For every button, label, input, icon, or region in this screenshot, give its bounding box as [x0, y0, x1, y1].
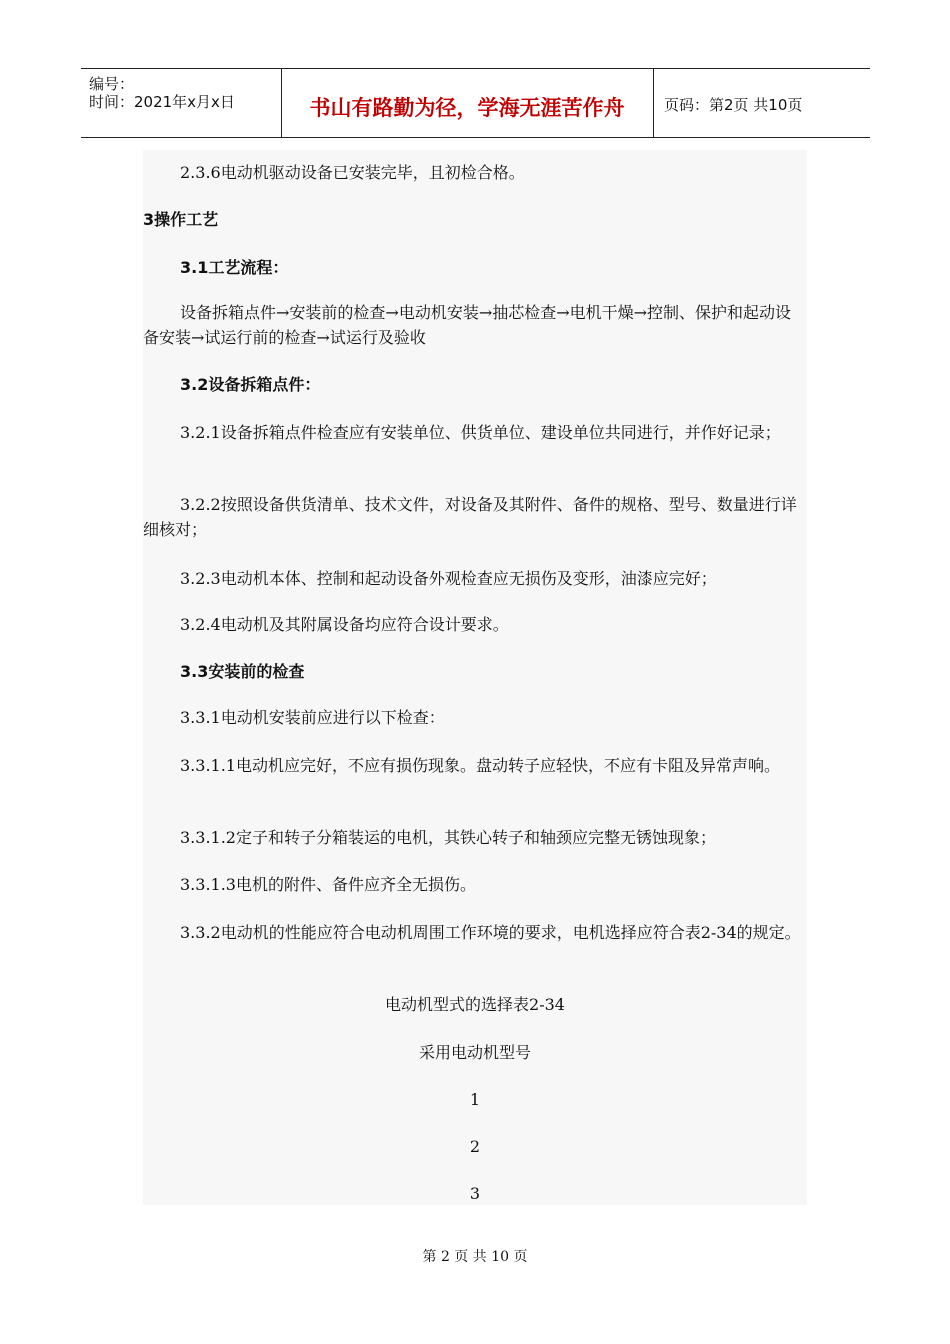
table-caption: 电动机型式的选择表2-34 — [385, 995, 565, 1014]
table-row: 2 — [469, 1137, 481, 1156]
heading-3-3: 3.3安装前的检查 — [180, 662, 305, 681]
page-footer: 第 2 页 共 10 页 — [422, 1249, 528, 1265]
heading-3-1: 3.1工艺流程： — [180, 258, 289, 277]
paragraph-3-2-4: 3.2.4电动机及其附属设备均应符合设计要求。 — [180, 615, 509, 634]
paragraph-3-3-1-2: 3.3.1.2定子和转子分箱装运的电机，其铁心转子和轴颈应完整无锈蚀现象； — [180, 828, 716, 847]
paragraph-3-3-1-1: 3.3.1.1电动机应完好，不应有损伤现象。盘动转子应轻快，不应有卡阻及异常声响。 — [180, 756, 780, 775]
process-flow: 设备拆箱点件→安装前的检查→电动机安装→抽芯检查→电机干燥→控制、保护和起动设备安装→试运行前的检查→试运行及验收 — [143, 303, 792, 347]
paragraph-3-3-1-3: 3.3.1.3电机的附件、备件应齐全无损伤。 — [180, 875, 476, 894]
doc-number-label: 编号： — [89, 75, 135, 93]
heading-3: 3操作工艺 — [143, 210, 219, 229]
header-motto-cell — [281, 69, 654, 137]
paragraph-3-3-1: 3.3.1电动机安装前应进行以下检查： — [180, 708, 445, 727]
header-page-info: 页码：第2页 共10页 — [664, 96, 803, 114]
paragraph-3-2-3: 3.2.3电动机本体、控制和起动设备外观检查应无损伤及变形，油漆应完好； — [180, 569, 717, 588]
paragraph-3-2-1: 3.2.1设备拆箱点件检查应有安装单位、供货单位、建设单位共同进行，并作好记录； — [180, 423, 781, 442]
header-page-cell — [654, 69, 870, 137]
paragraph-3-3-2: 3.3.2电动机的性能应符合电动机周围工作环境的要求，电机选择应符合表2-34的规定。 — [180, 923, 801, 942]
header-meta-cell — [81, 69, 282, 137]
table-header: 采用电动机型号 — [418, 1043, 531, 1062]
table-row: 3 — [469, 1184, 481, 1203]
page-header — [81, 68, 870, 138]
doc-date: 时间：2021年x月x日 — [89, 93, 235, 111]
document-body — [143, 150, 807, 1205]
heading-3-2: 3.2设备拆箱点件： — [180, 375, 321, 394]
paragraph-3-2-2: 3.2.2按照设备供货清单、技术文件，对设备及其附件、备件的规格、型号、数量进行详细核对； — [143, 495, 797, 539]
paragraph-2-3-6: 2.3.6电动机驱动设备已安装完毕，且初检合格。 — [180, 163, 525, 182]
table-row: 1 — [469, 1090, 481, 1109]
header-motto: 书山有路勤为径，学海无涯苦作舟 — [309, 96, 625, 120]
